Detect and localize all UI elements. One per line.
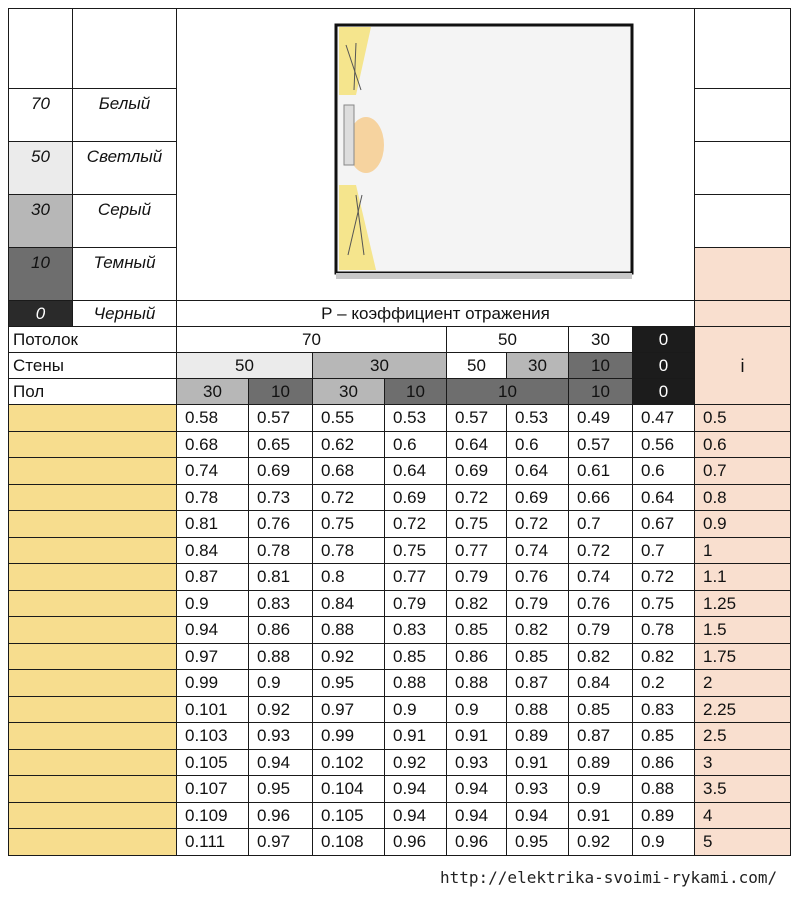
coefficient-cell: 0.76 [569,590,633,617]
legend-name: Белый [73,89,177,142]
index-cell: 3.5 [695,776,791,803]
coefficient-cell: 0.2 [633,670,695,697]
coefficient-cell: 0.72 [633,564,695,591]
coefficient-cell: 0.67 [633,511,695,538]
legend-value: 0 [9,301,73,327]
table-row [9,564,791,591]
coefficient-cell: 0.95 [313,670,385,697]
coefficient-cell: 0.83 [385,617,447,644]
ceiling-label: Потолок [9,327,177,353]
legend-name: Светлый [73,142,177,195]
coefficient-cell: 0.75 [385,537,447,564]
highlight-cell [9,511,177,538]
coefficient-cell: 0.64 [447,431,507,458]
coefficient-cell: 0.103 [177,723,249,750]
highlight-cell [9,802,177,829]
ceiling-value: 70 [177,327,447,353]
coefficient-cell: 0.99 [177,670,249,697]
index-cell: 0.6 [695,431,791,458]
coefficient-cell: 0.107 [177,776,249,803]
highlight-cell [9,405,177,432]
index-cell: 2.5 [695,723,791,750]
blank-cell [695,301,791,327]
coefficient-cell: 0.75 [313,511,385,538]
walls-value: 0 [633,353,695,379]
highlight-cell [9,749,177,776]
coefficient-cell: 0.82 [569,643,633,670]
coefficient-cell: 0.105 [177,749,249,776]
legend-value: 70 [9,89,73,142]
coefficient-cell: 0.64 [507,458,569,485]
highlight-cell [9,776,177,803]
table-row [9,458,791,485]
coefficient-cell: 0.78 [177,484,249,511]
coefficient-cell: 0.86 [249,617,313,644]
highlight-cell [9,696,177,723]
coefficient-cell: 0.72 [569,537,633,564]
coefficient-cell: 0.57 [569,431,633,458]
coefficient-cell: 0.69 [447,458,507,485]
blank-cell [695,142,791,195]
coefficient-cell: 0.78 [633,617,695,644]
coefficient-cell: 0.96 [385,829,447,856]
coefficient-cell: 0.57 [249,405,313,432]
coefficient-cell: 0.6 [385,431,447,458]
coefficient-cell: 0.86 [633,749,695,776]
coefficient-cell: 0.79 [507,590,569,617]
walls-value: 10 [569,353,633,379]
coefficient-cell: 0.58 [177,405,249,432]
coefficient-cell: 0.6 [507,431,569,458]
coefficient-cell: 0.62 [313,431,385,458]
coefficient-cell: 0.75 [633,590,695,617]
highlight-cell [9,617,177,644]
coefficient-cell: 0.91 [507,749,569,776]
coefficient-cell: 0.84 [177,537,249,564]
coefficient-cell: 0.93 [249,723,313,750]
index-cell: 1.25 [695,590,791,617]
watermark-url: http://elektrika-svoimi-rykami.com/ [440,868,778,887]
legend-name: Темный [73,248,177,301]
coefficient-cell: 0.97 [177,643,249,670]
coefficient-cell: 0.94 [177,617,249,644]
room-diagram-image [206,15,666,295]
coefficient-cell: 0.72 [507,511,569,538]
legend-name: Серый [73,195,177,248]
coefficient-cell: 0.61 [569,458,633,485]
highlight-cell [9,537,177,564]
reflection-coefficient-table [8,8,791,856]
coefficient-cell: 0.95 [507,829,569,856]
index-cell: 4 [695,802,791,829]
coefficient-cell: 0.91 [447,723,507,750]
coefficient-cell: 0.64 [633,484,695,511]
index-cell: 1.75 [695,643,791,670]
coefficient-cell: 0.94 [447,776,507,803]
table-row [9,511,791,538]
index-cell: 1.1 [695,564,791,591]
blank-cell [695,9,791,89]
coefficient-cell: 0.9 [633,829,695,856]
coefficient-cell: 0.9 [385,696,447,723]
coefficient-cell: 0.84 [569,670,633,697]
coefficient-cell: 0.109 [177,802,249,829]
coefficient-cell: 0.93 [507,776,569,803]
coefficient-cell: 0.82 [633,643,695,670]
table-row [9,431,791,458]
coefficient-cell: 0.82 [507,617,569,644]
coefficient-cell: 0.93 [447,749,507,776]
coefficient-cell: 0.96 [249,802,313,829]
index-cell: 0.8 [695,484,791,511]
blank-cell [695,89,791,142]
coefficient-cell: 0.97 [249,829,313,856]
coefficient-cell: 0.84 [313,590,385,617]
index-cell: 5 [695,829,791,856]
coefficient-cell: 0.81 [249,564,313,591]
highlight-cell [9,829,177,856]
coefficient-cell: 0.99 [313,723,385,750]
coefficient-cell: 0.72 [447,484,507,511]
highlight-cell [9,458,177,485]
legend-value [9,9,73,89]
highlight-cell [9,484,177,511]
highlight-cell [9,564,177,591]
index-cell: 0.9 [695,511,791,538]
coefficient-cell: 0.94 [385,802,447,829]
coefficient-cell: 0.8 [313,564,385,591]
coefficient-cell: 0.6 [633,458,695,485]
coefficient-cell: 0.86 [447,643,507,670]
table-row [9,484,791,511]
walls-value: 50 [177,353,313,379]
walls-value: 50 [447,353,507,379]
index-label: i [695,327,791,405]
coefficient-cell: 0.88 [507,696,569,723]
coefficient-cell: 0.85 [447,617,507,644]
ceiling-value: 50 [447,327,569,353]
index-cell: 2 [695,670,791,697]
coefficient-cell: 0.87 [177,564,249,591]
room-illustration [177,9,695,301]
coefficient-cell: 0.79 [447,564,507,591]
table-row [9,537,791,564]
floor-value: 10 [249,379,313,405]
table-row [9,802,791,829]
coefficient-cell: 0.74 [507,537,569,564]
table-row [9,696,791,723]
coefficient-cell: 0.105 [313,802,385,829]
coefficient-cell: 0.101 [177,696,249,723]
coefficient-cell: 0.7 [633,537,695,564]
coefficient-cell: 0.83 [633,696,695,723]
coefficient-cell: 0.88 [447,670,507,697]
legend-value: 10 [9,248,73,301]
coefficient-cell: 0.85 [507,643,569,670]
coefficient-cell: 0.72 [385,511,447,538]
index-cell: 1.5 [695,617,791,644]
coefficient-cell: 0.75 [447,511,507,538]
coefficient-cell: 0.85 [633,723,695,750]
table-row [9,776,791,803]
coefficient-cell: 0.95 [249,776,313,803]
coefficient-cell: 0.74 [569,564,633,591]
floor-value: 10 [569,379,633,405]
index-cell: 0.5 [695,405,791,432]
highlight-cell [9,590,177,617]
coefficient-cell: 0.74 [177,458,249,485]
table-row [9,643,791,670]
coefficient-cell: 0.85 [569,696,633,723]
highlight-cell [9,723,177,750]
coefficient-cell: 0.47 [633,405,695,432]
walls-value: 30 [507,353,569,379]
coefficient-cell: 0.69 [249,458,313,485]
index-cell: 0.7 [695,458,791,485]
coefficient-cell: 0.91 [569,802,633,829]
coefficient-cell: 0.68 [313,458,385,485]
table-row [9,723,791,750]
floor-value: 30 [177,379,249,405]
coefficient-cell: 0.102 [313,749,385,776]
index-cell: 1 [695,537,791,564]
coefficient-cell: 0.69 [385,484,447,511]
coefficient-cell: 0.65 [249,431,313,458]
floor-value: 30 [313,379,385,405]
coefficient-cell: 0.92 [569,829,633,856]
coefficient-cell: 0.81 [177,511,249,538]
coefficient-cell: 0.55 [313,405,385,432]
coefficient-cell: 0.76 [249,511,313,538]
coefficient-cell: 0.69 [507,484,569,511]
coefficient-cell: 0.87 [507,670,569,697]
coefficient-cell: 0.9 [177,590,249,617]
index-cell: 3 [695,749,791,776]
coefficient-cell: 0.53 [385,405,447,432]
floor-value: 10 [447,379,569,405]
highlight-cell [9,431,177,458]
coefficient-cell: 0.7 [569,511,633,538]
coefficient-cell: 0.88 [633,776,695,803]
coefficient-cell: 0.92 [313,643,385,670]
table-row [9,829,791,856]
coefficient-cell: 0.97 [313,696,385,723]
coefficient-cell: 0.94 [507,802,569,829]
highlight-cell [9,670,177,697]
coefficient-cell: 0.96 [447,829,507,856]
coefficient-cell: 0.53 [507,405,569,432]
coefficient-cell: 0.94 [385,776,447,803]
coefficient-cell: 0.85 [385,643,447,670]
blank-cell [695,248,791,301]
table-row [9,617,791,644]
coefficient-cell: 0.94 [447,802,507,829]
coefficient-cell: 0.68 [177,431,249,458]
coefficient-cell: 0.92 [249,696,313,723]
coefficient-cell: 0.92 [385,749,447,776]
table-row [9,590,791,617]
coefficient-cell: 0.88 [385,670,447,697]
ceiling-value: 30 [569,327,633,353]
coefficient-cell: 0.57 [447,405,507,432]
floor-value: 0 [633,379,695,405]
coefficient-cell: 0.82 [447,590,507,617]
blank-cell [695,195,791,248]
coefficient-cell: 0.87 [569,723,633,750]
highlight-cell [9,643,177,670]
table-row [9,405,791,432]
coefficient-cell: 0.89 [569,749,633,776]
coefficient-cell: 0.111 [177,829,249,856]
coefficient-cell: 0.78 [249,537,313,564]
legend-name: Черный [73,301,177,327]
table-row [9,749,791,776]
legend-name [73,9,177,89]
coefficient-cell: 0.79 [385,590,447,617]
floor-value: 10 [385,379,447,405]
coefficient-cell: 0.89 [633,802,695,829]
coefficient-cell: 0.56 [633,431,695,458]
coefficient-cell: 0.9 [569,776,633,803]
coefficient-cell: 0.49 [569,405,633,432]
coefficient-cell: 0.83 [249,590,313,617]
coefficient-cell: 0.76 [507,564,569,591]
floor-label: Пол [9,379,177,405]
coefficient-cell: 0.72 [313,484,385,511]
coefficient-cell: 0.91 [385,723,447,750]
table-row [9,670,791,697]
coefficient-cell: 0.104 [313,776,385,803]
coefficient-cell: 0.89 [507,723,569,750]
walls-value: 30 [313,353,447,379]
coefficient-cell: 0.79 [569,617,633,644]
coefficient-cell: 0.88 [249,643,313,670]
caption: Р – коэффициент отражения [177,301,695,327]
legend-value: 50 [9,142,73,195]
coefficient-cell: 0.94 [249,749,313,776]
coefficient-cell: 0.66 [569,484,633,511]
legend-value: 30 [9,195,73,248]
coefficient-cell: 0.77 [385,564,447,591]
walls-label: Стены [9,353,177,379]
coefficient-cell: 0.73 [249,484,313,511]
coefficient-cell: 0.78 [313,537,385,564]
coefficient-cell: 0.88 [313,617,385,644]
coefficient-cell: 0.64 [385,458,447,485]
coefficient-cell: 0.77 [447,537,507,564]
coefficient-cell: 0.108 [313,829,385,856]
coefficient-cell: 0.9 [249,670,313,697]
coefficient-cell: 0.9 [447,696,507,723]
index-cell: 2.25 [695,696,791,723]
ceiling-value: 0 [633,327,695,353]
